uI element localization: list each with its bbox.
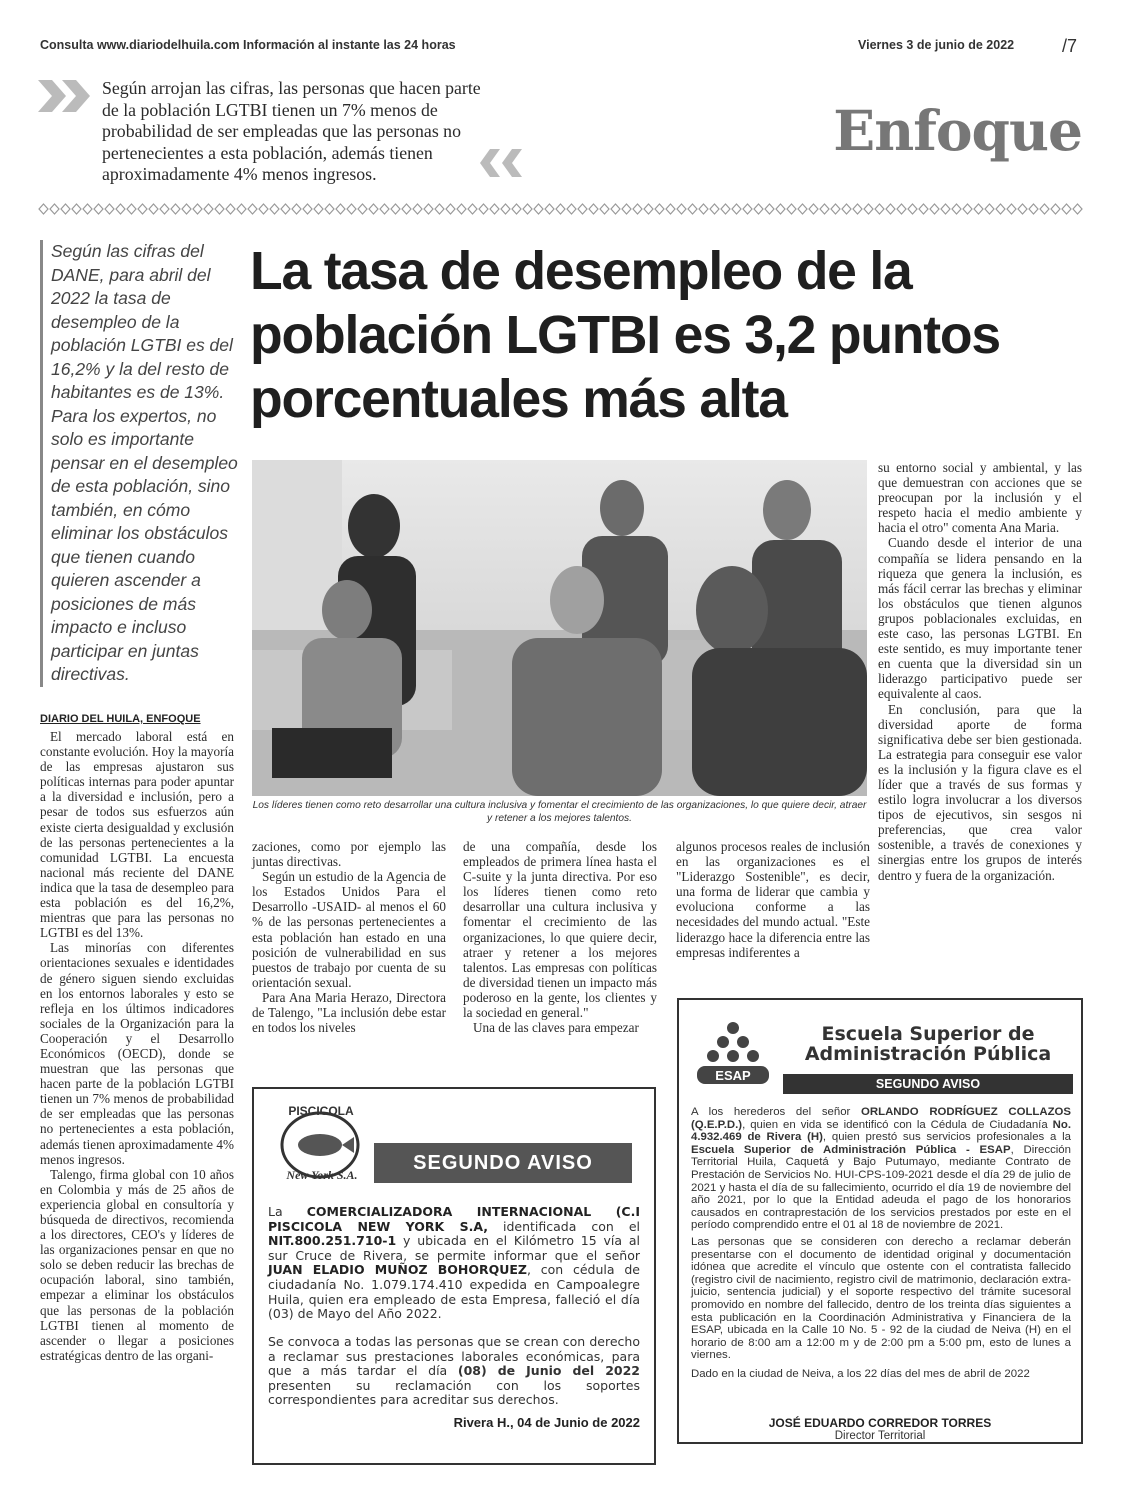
paragraph: algunos procesos reales de inclusión en las organizaciones es el "Liderazgo Sostenible", es decir, una forma de liderar que cambia y evoluciona conforme a las necesidades del mundo actual. "Este liderazgo hace la diferencia entre las empresas indiferentes a [676,839,870,960]
paragraph: Talengo, firma global con 10 años en Colombia y más de 25 años de experiencia global en consultoría y búsqueda de directivos, recomienda a los directores, CEO's y líderes de las organizaciones pensar en que no solo se deben reducir las brechas de ocupación laboral, sino también, empezar a eliminar los obstáculos que las personas de la población LGTBI tienen al momento de ascender o llegar a posiciones estratégicas dentro de las organi- [40,1166,234,1363]
article-column-2 [252,839,446,1035]
decorative-divider [38,202,1083,216]
ad-paragraph: Las personas que se consideren con derecho a reclamar deberán presentarse con el documento de identidad original y documentación idónea que acredite el vínculo que ostente con el contratista fallecido (registro civil de nacimiento, registro civil de matrimonio, declaración extra-juicio, sentencia judicial) y el soporte respectivo del trámite sucesoral promovido en nombre del fallecido, dentro de los treinta días siguientes a esta publicación en la Coordinación Administrativa y Financiera de la ESAP, ubicada en la Calle 10 No. 5 - 92 de la ciudad de Neiva (H) en el horario de 8:00 am a 12:00 m y de 2:00 pm a 5:00 pm, esto de lunes a viernes. [691,1236,1071,1362]
article-column-5 [878,460,1082,883]
paragraph: Las minorías con diferentes orientaciones sexuales e identidades de género siguen siendo excluidas en los entornos laborales y esto se refleja en los últimos indicadores sociales de la Organización para la Cooperación y el Desarrollo Económicos (OECD), donde se muestran que las personas que hacen parte de la población LGTBI tienen un 7% menos de probabilidad de ser empleadas que las personas no pertenecientes a esta población, además tienen aproximadamente 4% menos ingresos. [40,940,234,1167]
logo-top-text: PISCICOLA [288,1104,354,1118]
ad-date: Dado en la ciudad de Neiva, a los 22 días del mes de abril de 2022 [691,1368,1030,1380]
quote-open-icon [36,76,94,116]
section-title: Enfoque [833,98,1082,163]
issue-date: Viernes 3 de junio de 2022 [858,38,1015,52]
ad-banner: SEGUNDO AVISO [374,1143,632,1183]
ad-signer-role: Director Territorial [834,1430,926,1442]
logo-bottom-text: New York S.A. [286,1168,358,1182]
article-column-3 [463,839,657,1035]
paragraph: su entorno social y ambiental, y las que demuestran con acciones que se preocupan por la inclusión y el respeto hacia el medio ambiente y hacia el otro" comenta Ana Maria. [878,460,1082,536]
paragraph: Cuando desde el interior de una compañía se lidera pensando en la riqueza que genera la inclusión, es más fácil cerrar las brechas y eliminar los obstáculos que tienen algunos grupos poblacionales excluidas, en este caso, las personas LGTBI. En este sentido, es muy importante tener en cuenta que la diversidad sin un liderazgo participativo puede ser equivalente al caos. [878,535,1082,702]
article-photo [252,460,867,796]
paragraph: En conclusión, para que la diversidad aporte de forma significativa debe ser bien gestionada. La estrategia para conseguir ese valor es la inclusión y la figura clave es el líder que a través de sus formas y estilo logra involucrar a los diversos tipos de ejecutivos, sin sesgos ni preferencias, que crea valor sostenible, a través de conexiones y sinergias entre los grupos de interés dentro y fuera de la organización. [878,701,1082,883]
ad-esap [677,998,1083,1444]
article-column-1 [40,729,234,1363]
quote-close-icon [480,146,524,180]
summary-sidebar: Según las cifras del DANE, para abril del 2022 la tasa de desempleo de la población LGTBI es del 16,2% y la del resto de habitantes es de 13%. Para los expertos, no solo es importante pensar en el desempleo de esta población, sino también, en cómo eliminar los obstáculos que tienen cuando quieren ascender a posiciones de más impacto e incluso participar en juntas directivas. [40,240,240,687]
photo-caption: Los líderes tienen como reto desarrollar una cultura inclusiva y fomentar el crecimiento de las organizaciones, lo que quiere decir, atraer y retener a los mejores talentos. [252,800,867,824]
paragraph: Una de las claves para empezar [473,1020,639,1036]
site-line: Consulta www.diariodelhuila.com Información al instante las 24 horas [40,38,456,52]
ad-title: Escuela Superior de Administración Pública [804,1023,1052,1065]
article-column-4 [676,839,870,960]
page-number: /7 [1062,36,1078,56]
ad-paragraph: A los herederos del señor ORLANDO RODRÍGUEZ COLLAZOS (Q.E.P.D.), quien en vida se identificó con la Cédula de Ciudadanía No. 4.932.469 de Rivera (H), quien prestó sus servicios profesionales a la Escuela Superior de Administración Pública - ESAP, Dirección Territorial Huila, Caquetá y Bajo Putumayo, mediante Contrato de Prestación de Servicios No. HUI-CPS-109-2021 desde el día 29 de julio de 2021 y hasta el día de su fallecimiento, ocurrido el día 19 de noviembre del año 2021, por lo que la Entidad adeuda el pago de los honorarios causados en contraprestación de los servicios prestados por este en el período comprendido entre el 01 al 18 de noviembre de 2021. [691,1106,1072,1232]
ad-piscicola [252,1087,656,1465]
ad-signature: Rivera H., 04 de Junio de 2022 [453,1415,640,1430]
ad-signer: JOSÉ EDUARDO CORREDOR TORRES [768,1416,992,1430]
ad-banner: SEGUNDO AVISO [783,1074,1073,1094]
ad-paragraph: La COMERCIALIZADORA INTERNACIONAL (C.I PISCICOLA NEW YORK S.A, identificada con el NIT.800.251.710-1 y ubicada en el Kilómetro 15 vía al sur Cruce de Rivera, se permite informar que el señor JUAN ELADIO MUÑOZ BOHORQUEZ, con cédula de ciudadanía No. 1.079.174.410 expedida en Campoalegre Huila, quien era empleado de esta Empresa, falleció el día (03) de Mayo del Año 2022. [268,1204,641,1322]
pull-quote: Según arrojan las cifras, las personas que hacen parte de la población LGTBI tienen un 7% menos de probabilidad de ser empleadas que las personas no pertenecientes a esta población, además tienen aproximadamente 4% menos ingresos. [102,78,481,185]
paragraph: de una compañía, desde los empleados de primera línea hasta el C-suite y la junta directiva. Por eso los líderes tienen como reto desarrollar una cultura inclusiva y fomentar el crecimiento de las organizaciones, lo que quiere decir, atraer y retener a los mejores talentos. Las empresas con políticas de diversidad tienen un impacto más poderoso en la gente, los clientes y la sociedad en general." [463,839,657,1021]
ad-paragraph: Se convoca a todas las personas que se crean con derecho a reclamar sus prestaciones laborales económicas, para que a más tardar el día (08) de Junio del 2022 presenten su reclamación con los soportes correspondientes para acreditar sus derechos. [268,1334,641,1408]
paragraph: zaciones, como por ejemplo las juntas directivas. [252,839,446,870]
byline: DIARIO DEL HUILA, ENFOQUE [40,713,201,725]
piscicola-logo [262,1097,380,1187]
headline: La tasa de desempleo de la población LGTBI es 3,2 puntos porcentuales más alta [250,242,1000,429]
esap-logo [693,1020,773,1086]
paragraph: El mercado laboral está en constante evolución. Hoy la mayoría de las empresas ajustaron sus políticas internas para poder apuntar a la diversidad e inclusión, pero a pesar de todos sus esfuerzos aún existe cierta desigualdad y exclusión de las personas pertenecientes a la comunidad LGTBI. La encuesta nacional más reciente del DANE indica que la tasa de desempleo para esta población es del 16,2%, mientras que para las personas no LGTBI es del 13%. [40,729,234,941]
paragraph: Según un estudio de la Agencia de los Estados Unidos Para el Desarrollo -USAID- al menos el 60 % de las personas pertenecientes a esta población han estado en una posición de vulnerabilidad en sus puestos de trabajo por cuenta de su orientación sexual. [252,869,446,990]
esap-logo-text: ESAP [715,1068,751,1083]
paragraph: Para Ana Maria Herazo, Directora de Talengo, "La inclusión debe estar en todos los niveles [252,989,446,1036]
